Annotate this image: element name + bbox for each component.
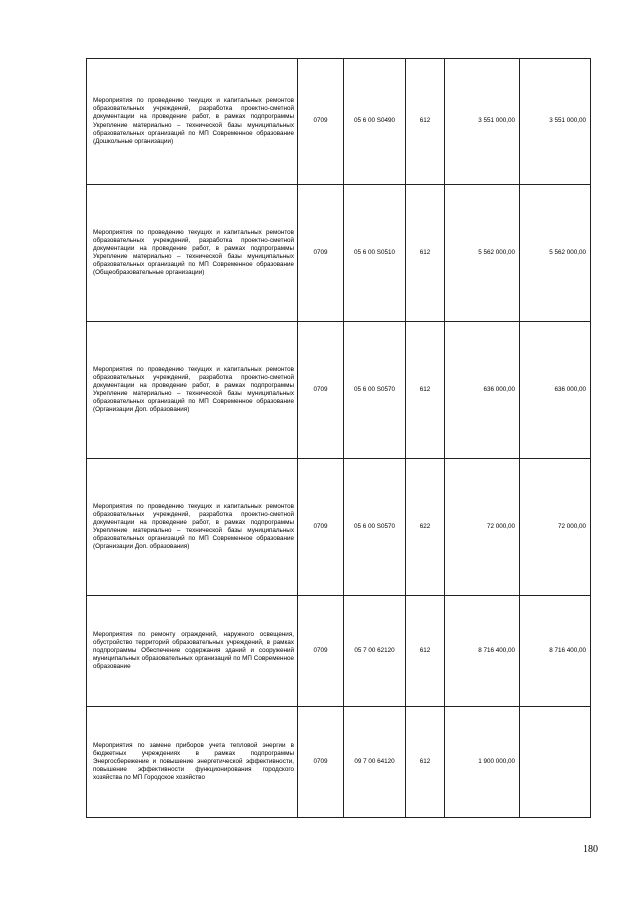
expense-type-cell: 612 [406,596,445,707]
target-article-cell: 05 6 00 S0570 [344,459,406,596]
expense-type-cell: 612 [406,185,445,322]
target-article-cell: 05 6 00 S0510 [344,185,406,322]
page-number: 180 [583,844,598,855]
section-code-cell: 0709 [298,459,344,596]
table-row [87,185,591,322]
budget-table [86,58,591,818]
amount-cell: 5 562 000,00 [520,185,591,322]
amount-cell: 5 562 000,00 [445,185,520,322]
target-article-cell: 05 6 00 S0490 [344,59,406,185]
section-code-cell: 0709 [298,59,344,185]
amount-cell: 636 000,00 [520,322,591,459]
section-code-cell: 0709 [298,185,344,322]
expense-type-cell: 612 [406,59,445,185]
section-code-cell: 0709 [298,596,344,707]
amount-cell: 8 716 400,00 [445,596,520,707]
amount-cell: 1 900 000,00 [445,707,520,818]
amount-cell: 72 000,00 [445,459,520,596]
expense-name-cell: Мероприятия по проведению текущих и капитальных ремонтов образовательных учреждений, разработка проектно-сметной документации на проведение работ, в рамках подпрограммы Укрепление материально – технической базы муниципальных образовательных организаций по МП Современное образование (Дошкольные организации) [87,59,298,185]
amount-cell: 3 551 000,00 [445,59,520,185]
expense-name-cell: Мероприятия по проведению текущих и капитальных ремонтов образовательных учреждений, разработка проектно-сметной документации на проведение работ, в рамках подпрограммы Укрепление материально – технической базы муниципальных образовательных организаций по МП Современное образование (Организации Доп. образования) [87,322,298,459]
expense-name-cell: Мероприятия по проведению текущих и капитальных ремонтов образовательных учреждений, разработка проектно-сметной документации на проведение работ, в рамках подпрограммы Укрепление материально – технической базы муниципальных образовательных организаций по МП Современное образование (Общеобразовательные организации) [87,185,298,322]
expense-name-cell: Мероприятия по замене приборов учета тепловой энергии в бюджетных учреждениях в рамках подпрограммы Энергосбережение и повышение энергетической эффективности, повышение эффективности функционирования городского хозяйства по МП Городское хозяйство [87,707,298,818]
expense-name-cell: Мероприятия по проведению текущих и капитальных ремонтов образовательных учреждений, разработка проектно-сметной документации на проведение работ, в рамках подпрограммы Укрепление материально – технической базы муниципальных образовательных организаций по МП Современное образование (Организации Доп. образования) [87,459,298,596]
section-code-cell: 0709 [298,322,344,459]
target-article-cell: 05 6 00 S0570 [344,322,406,459]
section-code-cell: 0709 [298,707,344,818]
expense-type-cell: 622 [406,459,445,596]
expense-name-cell: Мероприятия по ремонту ограждений, наружного освещения, обустройство территорий образовательных учреждений, в рамках подпрограммы Обеспечение содержания зданий и сооружений муниципальных образовательных организаций по МП Современное образование [87,596,298,707]
target-article-cell: 09 7 00 64120 [344,707,406,818]
table-row [87,596,591,707]
amount-cell: 636 000,00 [445,322,520,459]
expense-type-cell: 612 [406,707,445,818]
amount-cell: 72 000,00 [520,459,591,596]
table-row [87,707,591,818]
amount-cell: 8 716 400,00 [520,596,591,707]
table-row [87,322,591,459]
amount-cell [520,707,591,818]
target-article-cell: 05 7 00 62120 [344,596,406,707]
amount-cell: 3 551 000,00 [520,59,591,185]
table-row [87,459,591,596]
expense-type-cell: 612 [406,322,445,459]
table-row [87,59,591,185]
